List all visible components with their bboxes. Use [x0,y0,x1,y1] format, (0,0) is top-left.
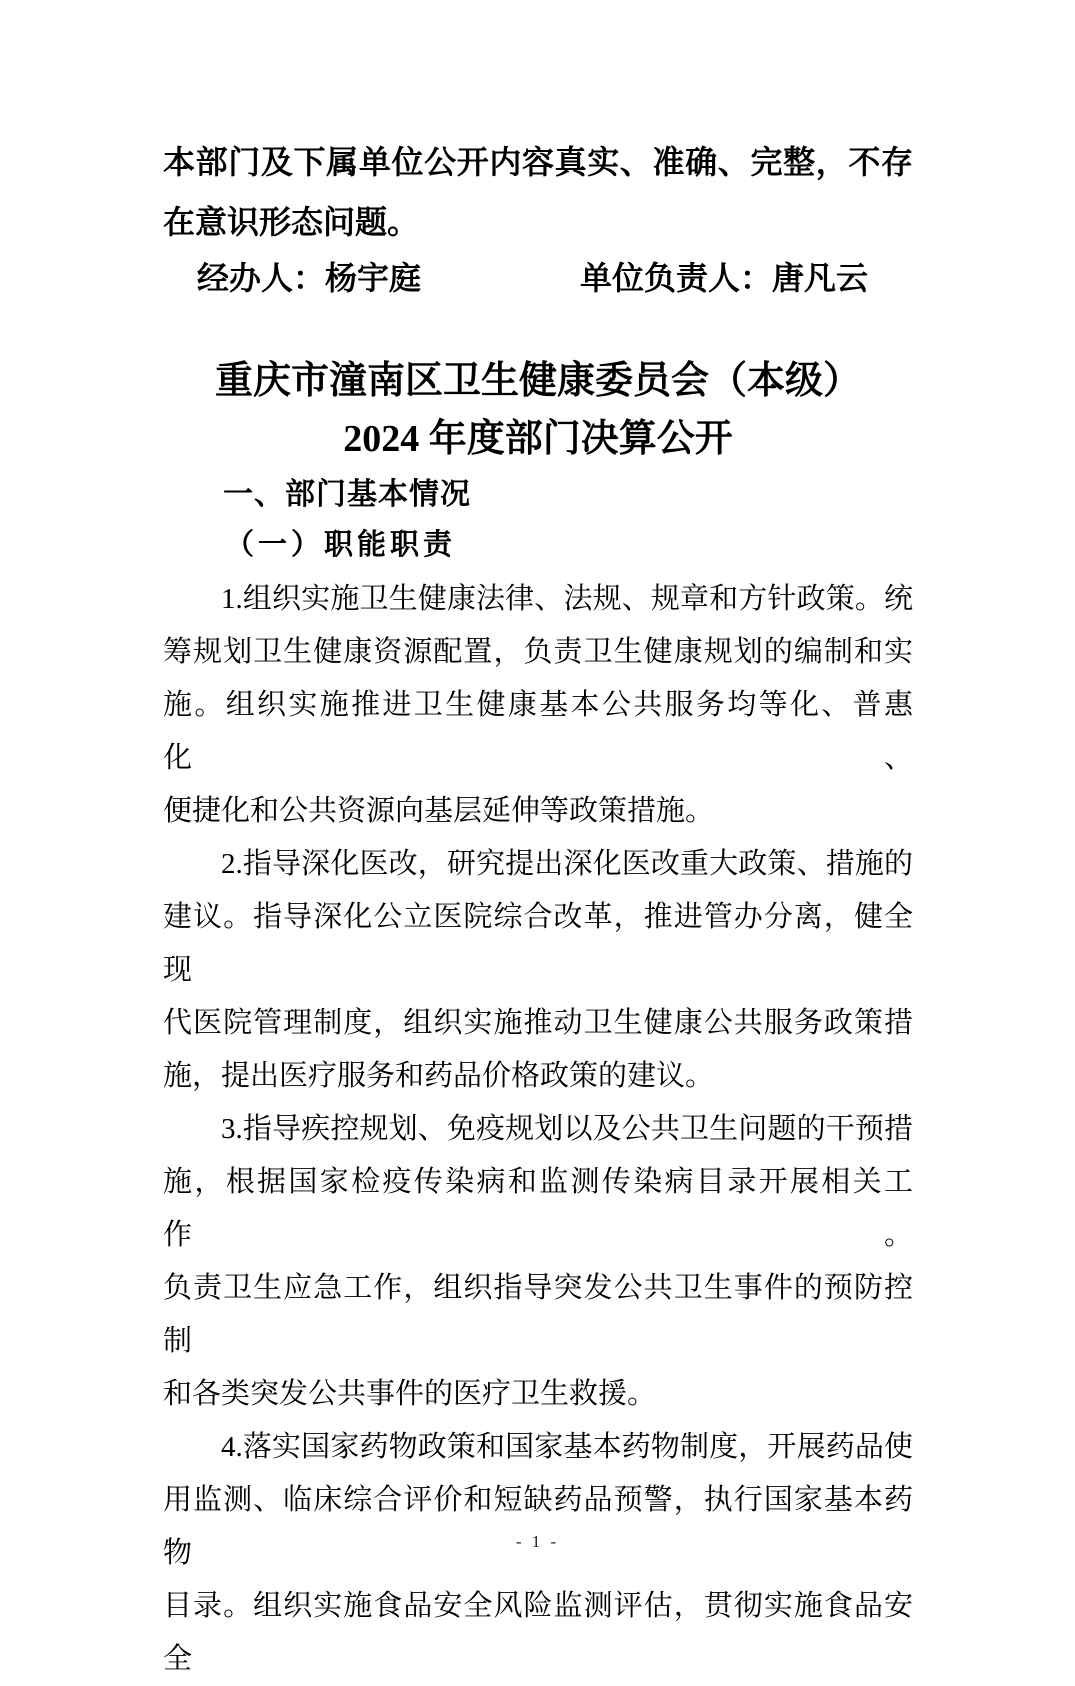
paragraph-line: 负责卫生应急工作，组织指导突发公共卫生事件的预防控制 [163,1272,913,1357]
signatory-line [163,252,913,304]
paragraph-2 [163,838,913,1103]
section-heading: 一、部门基本情况 [223,478,471,511]
paragraph-line: 施。组织实施推进卫生健康基本公共服务均等化、普惠化、 [163,689,913,774]
paragraph-line: 4.落实国家药物政策和国家基本药物制度，开展药品使 [221,1431,913,1463]
document-page [0,132,1075,1686]
document-title-line: 2024 年度部门决算公开 [343,418,733,460]
paragraph-line: 和各类突发公共事件的医疗卫生救援。 [163,1378,657,1410]
page-number: - 1 - [515,1532,560,1551]
paragraph-line: 施，根据国家检疫传染病和监测传染病目录开展相关工作。 [163,1166,913,1251]
paragraph-4 [163,1421,913,1686]
paragraph-line: 代医院管理制度，组织实施推动卫生健康公共服务政策措 [163,1007,913,1039]
paragraph-line: 用监测、临床综合评价和短缺药品预警，执行国家基本药物 [163,1484,913,1569]
paragraph-1 [163,573,913,838]
subsection-heading: （一）职能职责 [225,529,457,561]
paragraph-line: 目录。组织实施食品安全风险监测评估，贯彻实施食品安全 [163,1590,913,1675]
paragraph-line: 2.指导深化医改，研究提出深化医改重大政策、措施的 [221,848,913,880]
paragraph-line: 施，提出医疗服务和药品价格政策的建议。 [163,1060,715,1092]
paragraph-line: 筹规划卫生健康资源配置，负责卫生健康规划的编制和实 [163,636,913,668]
paragraph-line: 便捷化和公共资源向基层延伸等政策措施。 [163,795,715,827]
document-title [163,352,913,468]
document-title-line: 重庆市潼南区卫生健康委员会（本级） [214,360,861,402]
paragraph-line: 1.组织实施卫生健康法律、法规、规章和方针政策。统 [221,583,913,615]
paragraph-line: 3.指导疾控规划、免疫规划以及公共卫生问题的干预措 [221,1113,913,1145]
declaration-line: 在意识形态问题。 [163,204,420,240]
paragraph-line: 建议。指导深化公立医院综合改革，推进管办分离，健全现 [163,901,913,986]
body-text [163,573,913,1686]
declaration-block [163,132,913,252]
paragraph-3 [163,1103,913,1421]
responsible-person-name: 单位负责人：唐凡云 [580,260,869,296]
declaration-line: 本部门及下属单位公开内容真实、准确、完整，不存 [163,144,913,180]
handler-name: 经办人：杨宇庭 [197,260,422,296]
